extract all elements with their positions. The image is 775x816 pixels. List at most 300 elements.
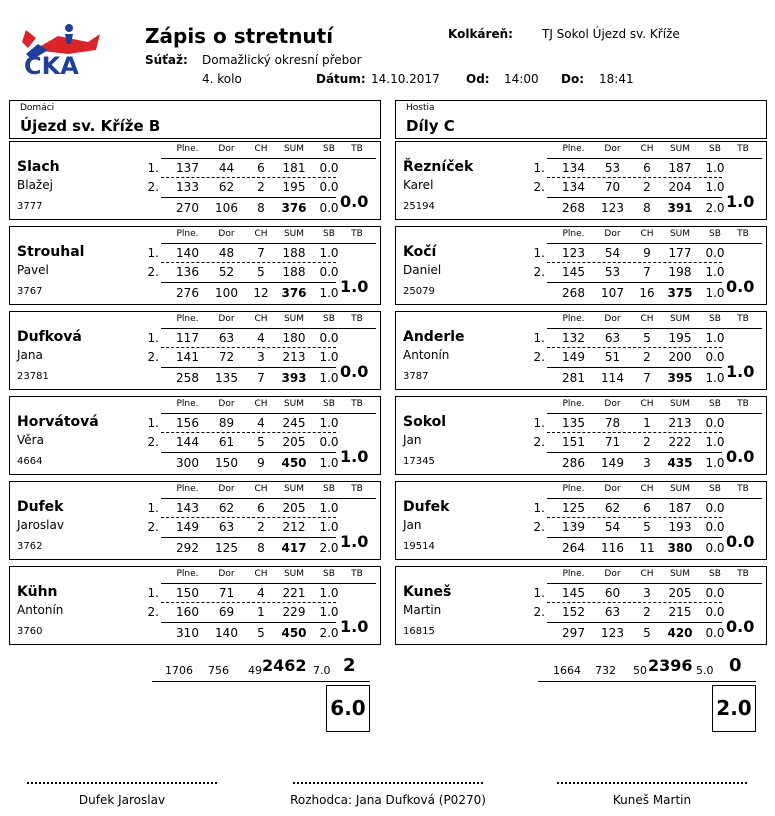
cell-plne: 264 bbox=[562, 541, 585, 555]
cell-dor: 70 bbox=[604, 180, 621, 194]
header-underline bbox=[161, 243, 376, 244]
player-tb: 0.0 bbox=[726, 447, 755, 466]
header-underline bbox=[161, 158, 376, 159]
column-header-sum: SUM bbox=[669, 144, 691, 154]
cell-sb: 1.0 bbox=[705, 371, 725, 385]
column-header-plne: Plne. bbox=[176, 314, 199, 324]
cell-sum: 193 bbox=[668, 520, 692, 534]
cell-sb: 0.0 bbox=[319, 161, 339, 175]
cell-sum: 222 bbox=[668, 435, 692, 449]
column-header-dor: Dor bbox=[218, 569, 235, 579]
cell-sb: 2.0 bbox=[705, 201, 725, 215]
away-total-sb: 5.0 bbox=[696, 664, 714, 677]
away-player-card bbox=[395, 396, 767, 475]
total-separator bbox=[161, 197, 336, 198]
away-total-sum: 2396 bbox=[648, 656, 693, 675]
cell-sb: 1.0 bbox=[319, 371, 339, 385]
kolkaren-value: TJ Sokol Újezd sv. Kříže bbox=[542, 27, 680, 41]
column-header-tb: TB bbox=[737, 569, 749, 579]
column-header-dor: Dor bbox=[604, 569, 621, 579]
column-header-tb: TB bbox=[737, 229, 749, 239]
header-underline bbox=[547, 158, 762, 159]
cell-sb: 0.0 bbox=[705, 350, 725, 364]
cell-dor: 63 bbox=[604, 331, 621, 345]
cell-ch: 4 bbox=[257, 586, 265, 600]
cell-sum: 213 bbox=[282, 350, 306, 364]
column-header-sb: SB bbox=[709, 484, 721, 494]
cell-dor: 78 bbox=[604, 416, 621, 430]
row-index: 2. bbox=[147, 435, 159, 449]
cell-sum: 221 bbox=[282, 586, 306, 600]
cell-sum: 198 bbox=[668, 265, 692, 279]
cell-ch: 9 bbox=[643, 246, 651, 260]
cell-dor: 62 bbox=[218, 180, 235, 194]
cell-plne: 300 bbox=[176, 456, 199, 470]
cell-dor: 48 bbox=[218, 246, 235, 260]
cell-plne: 139 bbox=[562, 520, 585, 534]
cell-ch: 5 bbox=[643, 626, 651, 640]
column-header-dor: Dor bbox=[218, 399, 235, 409]
cell-sum: 376 bbox=[281, 286, 307, 300]
cell-sb: 1.0 bbox=[705, 265, 725, 279]
cell-sb: 1.0 bbox=[319, 286, 339, 300]
cell-dor: 106 bbox=[215, 201, 238, 215]
row-index: 1. bbox=[533, 161, 545, 175]
player-tb: 1.0 bbox=[726, 192, 755, 211]
to-value: 18:41 bbox=[599, 72, 634, 86]
cell-dor: 62 bbox=[218, 501, 235, 515]
signature-line-away bbox=[557, 782, 747, 784]
player-firstname: Antonín bbox=[17, 603, 64, 617]
cell-sum: 420 bbox=[667, 626, 693, 640]
player-id: 3767 bbox=[17, 286, 43, 297]
cell-plne: 281 bbox=[562, 371, 585, 385]
player-id: 3777 bbox=[17, 201, 43, 212]
round-value: 4. kolo bbox=[202, 72, 242, 86]
cell-sb: 0.0 bbox=[705, 605, 725, 619]
cell-plne: 292 bbox=[176, 541, 199, 555]
row-index: 1. bbox=[533, 416, 545, 430]
cell-plne: 149 bbox=[562, 350, 585, 364]
cell-ch: 5 bbox=[257, 435, 265, 449]
row-index: 1. bbox=[533, 586, 545, 600]
cell-ch: 5 bbox=[257, 265, 265, 279]
cell-ch: 5 bbox=[257, 626, 265, 640]
row-separator bbox=[161, 262, 336, 263]
cell-plne: 145 bbox=[562, 265, 585, 279]
header-underline bbox=[161, 498, 376, 499]
player-firstname: Antonín bbox=[403, 348, 450, 362]
cell-ch: 3 bbox=[257, 350, 265, 364]
player-id: 17345 bbox=[403, 456, 435, 467]
row-index: 2. bbox=[147, 350, 159, 364]
row-separator bbox=[161, 432, 336, 433]
column-header-tb: TB bbox=[737, 399, 749, 409]
column-header-sb: SB bbox=[709, 569, 721, 579]
cell-sum: 195 bbox=[668, 331, 692, 345]
row-separator bbox=[547, 177, 722, 178]
column-header-sum: SUM bbox=[283, 144, 305, 154]
cell-plne: 133 bbox=[176, 180, 199, 194]
header-underline bbox=[161, 583, 376, 584]
cell-sb: 0.0 bbox=[319, 435, 339, 449]
player-tb: 0.0 bbox=[726, 617, 755, 636]
cell-ch: 2 bbox=[643, 180, 651, 194]
cell-dor: 52 bbox=[218, 265, 235, 279]
row-index: 2. bbox=[533, 605, 545, 619]
cell-plne: 145 bbox=[562, 586, 585, 600]
column-header-ch: CH bbox=[254, 569, 268, 579]
cell-plne: 134 bbox=[562, 161, 585, 175]
column-header-ch: CH bbox=[640, 484, 654, 494]
column-header-dor: Dor bbox=[218, 144, 235, 154]
cell-plne: 268 bbox=[562, 201, 585, 215]
cell-sum: 435 bbox=[667, 456, 693, 470]
player-surname: Kočí bbox=[403, 244, 437, 260]
away-player-card bbox=[395, 226, 767, 305]
player-firstname: Blažej bbox=[17, 178, 53, 192]
cell-sb: 1.0 bbox=[319, 520, 339, 534]
cell-sum: 450 bbox=[281, 626, 307, 640]
cell-sum: 213 bbox=[668, 416, 692, 430]
home-team-box bbox=[9, 100, 381, 139]
cell-sum: 187 bbox=[668, 501, 692, 515]
cell-ch: 4 bbox=[257, 416, 265, 430]
column-header-ch: CH bbox=[254, 314, 268, 324]
cell-dor: 71 bbox=[218, 586, 235, 600]
column-header-dor: Dor bbox=[604, 229, 621, 239]
cell-ch: 5 bbox=[643, 520, 651, 534]
player-id: 3760 bbox=[17, 626, 43, 637]
player-firstname: Jana bbox=[17, 348, 43, 362]
from-label: Od: bbox=[466, 72, 490, 86]
row-separator bbox=[161, 517, 336, 518]
total-separator bbox=[547, 452, 722, 453]
cell-dor: 135 bbox=[215, 371, 238, 385]
row-index: 1. bbox=[147, 161, 159, 175]
home-player-card bbox=[9, 566, 381, 645]
cell-sum: 195 bbox=[282, 180, 306, 194]
cell-ch: 7 bbox=[643, 371, 651, 385]
column-header-plne: Plne. bbox=[562, 314, 585, 324]
cell-ch: 1 bbox=[643, 416, 651, 430]
cell-ch: 6 bbox=[257, 161, 265, 175]
cell-ch: 2 bbox=[643, 350, 651, 364]
cell-sum: 391 bbox=[667, 201, 693, 215]
column-header-plne: Plne. bbox=[562, 229, 585, 239]
row-separator bbox=[161, 177, 336, 178]
cell-sb: 1.0 bbox=[319, 456, 339, 470]
home-team-name: Újezd sv. Kříže B bbox=[20, 117, 161, 135]
cell-ch: 3 bbox=[643, 586, 651, 600]
column-header-ch: CH bbox=[640, 144, 654, 154]
total-separator bbox=[161, 622, 336, 623]
column-header-dor: Dor bbox=[218, 314, 235, 324]
cell-plne: 136 bbox=[176, 265, 199, 279]
total-separator bbox=[547, 622, 722, 623]
column-header-sb: SB bbox=[323, 399, 335, 409]
signature-line-home bbox=[27, 782, 217, 784]
column-header-tb: TB bbox=[351, 569, 363, 579]
cell-sb: 1.0 bbox=[705, 456, 725, 470]
home-label: Domáci bbox=[20, 103, 55, 113]
column-header-plne: Plne. bbox=[562, 484, 585, 494]
cell-ch: 11 bbox=[639, 541, 655, 555]
cell-dor: 123 bbox=[601, 626, 624, 640]
total-separator bbox=[547, 537, 722, 538]
home-total-dor: 756 bbox=[208, 664, 229, 677]
column-header-dor: Dor bbox=[218, 484, 235, 494]
logo bbox=[18, 20, 102, 78]
column-header-sb: SB bbox=[709, 399, 721, 409]
cell-dor: 51 bbox=[604, 350, 621, 364]
cell-plne: 144 bbox=[176, 435, 199, 449]
home-total-ch: 49 bbox=[248, 664, 262, 677]
player-surname: Dufek bbox=[403, 499, 450, 515]
column-header-ch: CH bbox=[640, 399, 654, 409]
cell-dor: 71 bbox=[604, 435, 621, 449]
cell-ch: 7 bbox=[643, 265, 651, 279]
cell-plne: 286 bbox=[562, 456, 585, 470]
cell-plne: 125 bbox=[562, 501, 585, 515]
sutaz-value: Domažlický okresní přebor bbox=[202, 53, 362, 67]
home-player-card bbox=[9, 226, 381, 305]
cell-plne: 258 bbox=[176, 371, 199, 385]
column-header-tb: TB bbox=[737, 484, 749, 494]
cell-sb: 1.0 bbox=[319, 350, 339, 364]
cell-sum: 181 bbox=[282, 161, 306, 175]
row-index: 1. bbox=[147, 246, 159, 260]
player-firstname: Karel bbox=[403, 178, 434, 192]
cell-dor: 63 bbox=[218, 520, 235, 534]
cell-dor: 150 bbox=[215, 456, 238, 470]
player-surname: Kuneš bbox=[403, 584, 452, 600]
column-header-dor: Dor bbox=[218, 229, 235, 239]
player-firstname: Jan bbox=[403, 518, 422, 532]
row-index: 1. bbox=[147, 501, 159, 515]
column-header-plne: Plne. bbox=[176, 399, 199, 409]
cell-sb: 0.0 bbox=[705, 586, 725, 600]
cell-plne: 152 bbox=[562, 605, 585, 619]
to-label: Do: bbox=[561, 72, 585, 86]
column-header-ch: CH bbox=[640, 569, 654, 579]
cell-sum: 204 bbox=[668, 180, 692, 194]
row-index: 1. bbox=[533, 501, 545, 515]
header-underline bbox=[161, 413, 376, 414]
cell-ch: 7 bbox=[257, 371, 265, 385]
home-total-sum: 2462 bbox=[262, 656, 307, 675]
player-id: 19514 bbox=[403, 541, 435, 552]
cell-dor: 54 bbox=[604, 520, 621, 534]
row-separator bbox=[547, 347, 722, 348]
cell-sb: 0.0 bbox=[319, 265, 339, 279]
column-header-ch: CH bbox=[640, 229, 654, 239]
date-label: Dátum: bbox=[316, 72, 366, 86]
player-tb: 1.0 bbox=[340, 617, 369, 636]
player-surname: Dufek bbox=[17, 499, 64, 515]
home-captain-signature: Dufek Jaroslav bbox=[78, 793, 166, 807]
cell-sum: 200 bbox=[668, 350, 692, 364]
total-separator bbox=[161, 282, 336, 283]
cell-plne: 137 bbox=[176, 161, 199, 175]
cell-sb: 2.0 bbox=[319, 541, 339, 555]
column-header-dor: Dor bbox=[604, 144, 621, 154]
cell-plne: 276 bbox=[176, 286, 199, 300]
row-separator bbox=[547, 602, 722, 603]
cell-sum: 177 bbox=[668, 246, 692, 260]
player-surname: Dufková bbox=[17, 329, 82, 345]
column-header-ch: CH bbox=[254, 484, 268, 494]
player-id: 25079 bbox=[403, 286, 435, 297]
cell-sum: 450 bbox=[281, 456, 307, 470]
total-separator bbox=[547, 282, 722, 283]
cell-dor: 60 bbox=[604, 586, 621, 600]
row-separator bbox=[547, 262, 722, 263]
player-firstname: Jan bbox=[403, 433, 422, 447]
home-result: 6.0 bbox=[326, 685, 370, 732]
cell-sum: 205 bbox=[282, 435, 306, 449]
player-firstname: Věra bbox=[17, 433, 44, 447]
player-firstname: Martin bbox=[403, 603, 442, 617]
cell-ch: 4 bbox=[257, 331, 265, 345]
home-player-card bbox=[9, 396, 381, 475]
player-tb: 0.0 bbox=[726, 277, 755, 296]
player-id: 23781 bbox=[17, 371, 49, 382]
column-header-sum: SUM bbox=[669, 314, 691, 324]
cell-sum: 212 bbox=[282, 520, 306, 534]
cell-sb: 1.0 bbox=[319, 416, 339, 430]
away-captain-signature: Kuneš Martin bbox=[612, 793, 692, 807]
cell-dor: 44 bbox=[218, 161, 235, 175]
away-label: Hostia bbox=[406, 103, 435, 113]
cell-plne: 160 bbox=[176, 605, 199, 619]
player-firstname: Jaroslav bbox=[17, 518, 64, 532]
cell-plne: 140 bbox=[176, 246, 199, 260]
player-surname: Anderle bbox=[403, 329, 465, 345]
column-header-sum: SUM bbox=[283, 484, 305, 494]
cell-sb: 1.0 bbox=[705, 180, 725, 194]
player-surname: Horvátová bbox=[17, 414, 99, 430]
column-header-dor: Dor bbox=[604, 314, 621, 324]
cell-plne: 117 bbox=[176, 331, 199, 345]
column-header-tb: TB bbox=[737, 314, 749, 324]
home-total-tb: 2 bbox=[343, 655, 356, 676]
cell-dor: 53 bbox=[604, 161, 621, 175]
cell-sum: 376 bbox=[281, 201, 307, 215]
sutaz-label: Súťaž: bbox=[145, 53, 188, 67]
away-total-tb: 0 bbox=[729, 655, 742, 676]
column-header-sb: SB bbox=[709, 314, 721, 324]
header-underline bbox=[161, 328, 376, 329]
total-separator bbox=[161, 452, 336, 453]
date-value: 14.10.2017 bbox=[371, 72, 440, 86]
row-index: 2. bbox=[533, 350, 545, 364]
column-header-plne: Plne. bbox=[562, 569, 585, 579]
home-total-sb: 7.0 bbox=[313, 664, 331, 677]
away-team-name: Díly C bbox=[406, 117, 455, 135]
cell-plne: 135 bbox=[562, 416, 585, 430]
player-tb: 1.0 bbox=[340, 532, 369, 551]
away-total-plne: 1664 bbox=[553, 664, 581, 677]
player-surname: Řezníček bbox=[403, 159, 474, 175]
cell-ch: 8 bbox=[643, 201, 651, 215]
home-player-card bbox=[9, 481, 381, 560]
column-header-plne: Plne. bbox=[176, 229, 199, 239]
cell-plne: 141 bbox=[176, 350, 199, 364]
cell-sb: 1.0 bbox=[705, 161, 725, 175]
column-header-tb: TB bbox=[351, 399, 363, 409]
row-index: 2. bbox=[533, 265, 545, 279]
cka-logo-icon bbox=[18, 20, 102, 78]
away-player-card bbox=[395, 566, 767, 645]
total-separator bbox=[161, 367, 336, 368]
row-index: 2. bbox=[147, 520, 159, 534]
cell-sb: 0.0 bbox=[705, 416, 725, 430]
cell-sb: 0.0 bbox=[705, 520, 725, 534]
cell-ch: 6 bbox=[643, 161, 651, 175]
cell-ch: 3 bbox=[643, 456, 651, 470]
row-separator bbox=[547, 432, 722, 433]
away-total-ch: 50 bbox=[633, 664, 647, 677]
row-index: 2. bbox=[533, 180, 545, 194]
cell-ch: 6 bbox=[257, 501, 265, 515]
total-separator bbox=[547, 367, 722, 368]
cell-sb: 0.0 bbox=[319, 180, 339, 194]
player-firstname: Daniel bbox=[403, 263, 442, 277]
player-tb: 1.0 bbox=[340, 447, 369, 466]
row-index: 2. bbox=[533, 520, 545, 534]
away-player-card bbox=[395, 481, 767, 560]
cell-ch: 8 bbox=[257, 541, 265, 555]
home-player-card bbox=[9, 311, 381, 390]
player-surname: Kühn bbox=[17, 584, 58, 600]
column-header-sb: SB bbox=[323, 314, 335, 324]
away-total-line bbox=[538, 681, 756, 682]
cell-dor: 72 bbox=[218, 350, 235, 364]
away-total-dor: 732 bbox=[595, 664, 616, 677]
cell-ch: 6 bbox=[643, 501, 651, 515]
row-index: 2. bbox=[533, 435, 545, 449]
cell-sb: 0.0 bbox=[319, 201, 339, 215]
header-underline bbox=[547, 243, 762, 244]
cell-sum: 205 bbox=[668, 586, 692, 600]
home-player-card bbox=[9, 141, 381, 220]
cell-sum: 395 bbox=[667, 371, 693, 385]
row-index: 1. bbox=[533, 246, 545, 260]
cell-plne: 310 bbox=[176, 626, 199, 640]
row-separator bbox=[161, 602, 336, 603]
cell-plne: 149 bbox=[176, 520, 199, 534]
column-header-tb: TB bbox=[737, 144, 749, 154]
player-id: 25194 bbox=[403, 201, 435, 212]
player-id: 16815 bbox=[403, 626, 435, 637]
column-header-ch: CH bbox=[640, 314, 654, 324]
cell-dor: 53 bbox=[604, 265, 621, 279]
row-separator bbox=[547, 517, 722, 518]
column-header-sb: SB bbox=[323, 144, 335, 154]
cell-sum: 380 bbox=[667, 541, 693, 555]
cell-dor: 63 bbox=[604, 605, 621, 619]
cell-sum: 375 bbox=[667, 286, 693, 300]
total-separator bbox=[547, 197, 722, 198]
column-header-sum: SUM bbox=[669, 569, 691, 579]
cell-ch: 7 bbox=[257, 246, 265, 260]
header-underline bbox=[547, 583, 762, 584]
cell-dor: 125 bbox=[215, 541, 238, 555]
cell-plne: 156 bbox=[176, 416, 199, 430]
player-firstname: Pavel bbox=[17, 263, 49, 277]
cell-dor: 140 bbox=[215, 626, 238, 640]
